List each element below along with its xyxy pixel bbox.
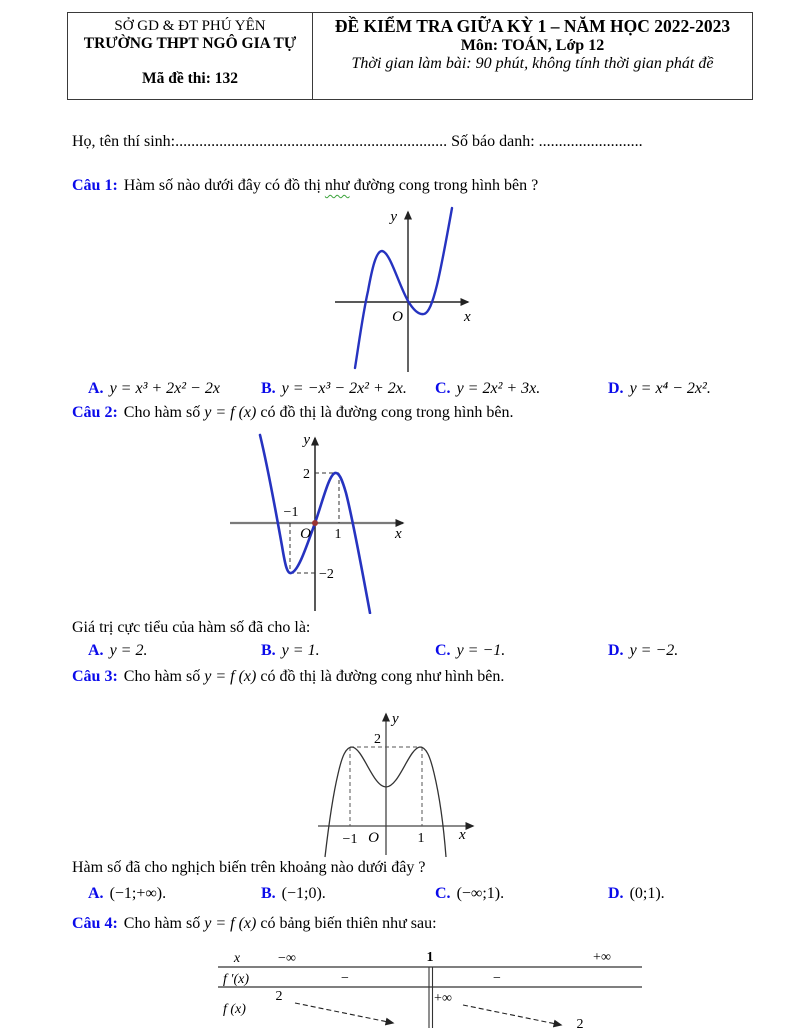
f-left-start-value: 2	[275, 989, 283, 1004]
question-2-prompt: Giá trị cực tiểu của hàm số đã cho là:	[72, 619, 311, 636]
header-exam-cell	[313, 13, 752, 99]
question-3-label: Câu 3:	[72, 668, 118, 685]
option-a-letter: A.	[88, 642, 104, 659]
option-c	[435, 380, 540, 398]
student-id-label: Số báo danh:	[447, 133, 539, 150]
option-b-text: y = −x³ − 2x² + 2x.	[281, 380, 407, 397]
f-row-label: f (x)	[223, 1002, 246, 1017]
tick-x-1: 1	[417, 831, 425, 846]
question-1-options	[0, 380, 788, 404]
question-1-after: đường cong trong hình bên ?	[349, 177, 539, 194]
question-3-math: y = f (x)	[204, 668, 257, 685]
header-school-cell	[68, 13, 313, 99]
student-info-line	[72, 133, 643, 151]
option-d-text: (0;1).	[629, 885, 665, 902]
option-d-text: y = x⁴ − 2x².	[629, 380, 711, 397]
option-d-text: y = −2.	[629, 642, 679, 659]
origin-label: O	[368, 830, 379, 846]
option-b	[261, 380, 407, 398]
option-b-letter: B.	[261, 380, 276, 397]
tick-x-neg1: −1	[283, 505, 299, 520]
option-a	[88, 380, 220, 398]
option-a-text: (−1;+∞).	[109, 885, 167, 902]
option-c-letter: C.	[435, 380, 451, 397]
student-name-field: ....................................................................	[175, 133, 448, 150]
tick-y-neg2: −2	[319, 567, 334, 582]
option-b	[261, 642, 320, 660]
cubic-curve	[355, 208, 452, 368]
student-name-label: Họ, tên thí sinh:	[72, 133, 176, 150]
fprime-sign-right: −	[493, 971, 501, 986]
option-c-letter: C.	[435, 885, 451, 902]
header-table	[67, 12, 753, 100]
option-c	[435, 885, 504, 903]
option-c	[435, 642, 505, 660]
department-name: SỞ GD & ĐT PHÚ YÊN	[114, 18, 266, 34]
option-d-letter: D.	[608, 885, 624, 902]
question-4-text	[72, 915, 437, 933]
option-c-letter: C.	[435, 642, 451, 659]
option-a	[88, 642, 147, 660]
f-right-end-value: 2	[576, 1017, 584, 1028]
option-d	[608, 380, 711, 398]
question-4-before: Cho hàm số	[123, 915, 205, 932]
y-axis-label: y	[303, 432, 310, 448]
exam-code: Mã đề thi: 132	[141, 70, 238, 87]
option-b-text: (−1;0).	[281, 885, 326, 902]
x-critical-value: 1	[426, 950, 434, 965]
origin-label: O	[392, 309, 403, 325]
question-4-label: Câu 4:	[72, 915, 118, 932]
exam-subject: Môn: TOÁN, Lớp 12	[460, 37, 605, 54]
option-a-letter: A.	[88, 885, 104, 902]
tick-y-2: 2	[374, 732, 381, 747]
x-axis-label: x	[395, 526, 402, 542]
y-axis-label: y	[392, 711, 399, 727]
option-c-text: y = 2x² + 3x.	[456, 380, 541, 397]
option-d	[608, 885, 665, 903]
y-axis-label: y	[390, 209, 397, 225]
question-4-after: có bảng biến thiên như sau:	[256, 915, 437, 932]
fprime-row-label: f ′(x)	[223, 972, 249, 987]
decreasing-arrow-left	[295, 1003, 393, 1023]
tick-x-neg1: −1	[342, 832, 358, 847]
option-d-letter: D.	[608, 380, 624, 397]
option-a-letter: A.	[88, 380, 104, 397]
variation-table	[215, 946, 645, 1028]
question-1-label: Câu 1:	[72, 177, 118, 194]
option-b-letter: B.	[261, 885, 276, 902]
option-a-text: y = 2.	[109, 642, 148, 659]
spellcheck-underline-word: như	[324, 177, 350, 194]
option-d	[608, 642, 678, 660]
x-row-label: x	[233, 951, 241, 966]
question-2-options	[0, 642, 788, 666]
fprime-sign-left: −	[341, 971, 349, 986]
question-3-text	[72, 668, 504, 686]
question-1-text	[72, 177, 538, 195]
option-d-letter: D.	[608, 642, 624, 659]
option-a-text: y = x³ + 2x² − 2x	[109, 380, 220, 397]
x-axis-label: x	[464, 309, 471, 325]
x-neg-infinity: −∞	[278, 951, 296, 966]
option-c-text: (−∞;1).	[456, 885, 505, 902]
x-axis-label: x	[459, 827, 466, 843]
question-4-math: y = f (x)	[204, 915, 257, 932]
x-pos-infinity: +∞	[593, 950, 611, 965]
question-3-after: có đồ thị là đường cong như hình bên.	[256, 668, 505, 685]
exam-title: ĐỀ KIỂM TRA GIỮA KỲ 1 – NĂM HỌC 2022-2023	[334, 16, 731, 36]
question-2-label: Câu 2:	[72, 404, 118, 421]
origin-point	[312, 520, 318, 526]
question-3-graph	[310, 703, 482, 860]
decreasing-arrow-right	[463, 1005, 561, 1025]
option-c-text: y = −1.	[456, 642, 506, 659]
question-3-options	[0, 885, 788, 909]
tick-y-2: 2	[303, 467, 310, 482]
question-2-math: y = f (x)	[204, 404, 257, 421]
question-2-text	[72, 404, 513, 422]
question-1-before: Hàm số nào dưới đây có đồ thị	[123, 177, 325, 194]
question-3-before: Cho hàm số	[123, 668, 205, 685]
option-b-letter: B.	[261, 642, 276, 659]
question-1-graph	[325, 200, 480, 375]
option-b-text: y = 1.	[281, 642, 320, 659]
origin-label: O	[300, 526, 311, 542]
question-3-prompt: Hàm số đã cho nghịch biến trên khoảng nào dưới đây ?	[72, 859, 426, 876]
tick-x-1: 1	[334, 527, 342, 542]
school-name: TRƯỜNG THPT NGÔ GIA TỰ	[83, 35, 297, 52]
option-a	[88, 885, 166, 903]
student-id-field: ..........................	[538, 133, 643, 150]
f-right-start-value: +∞	[434, 991, 452, 1006]
option-b	[261, 885, 326, 903]
question-2-before: Cho hàm số	[123, 404, 205, 421]
question-2-graph	[222, 428, 412, 614]
question-2-after: có đồ thị là đường cong trong hình bên.	[256, 404, 514, 421]
exam-duration: Thời gian làm bài: 90 phút, không tính thời gian phát đề	[351, 55, 714, 72]
